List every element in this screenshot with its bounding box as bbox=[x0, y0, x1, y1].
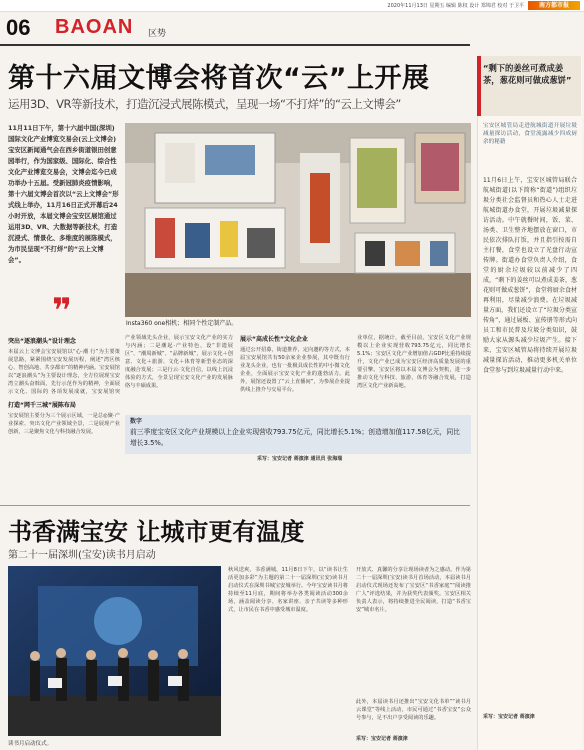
data-box-title: 数字 bbox=[130, 418, 143, 425]
article2-subtitle: 第二十一届深圳(宝安)读书月启动 bbox=[8, 550, 156, 561]
article-divider bbox=[0, 505, 470, 506]
body-text: 通过公开招募，街道推荐，定向邀约等方式，本届宝安展馆共有50余家企业参展，其中既有行业龙头企业，也有一批极具成长性的中小微文化企业，全面展示宝安文化产业的蓬勃活力。此外，展馆还设置了“云上直播间”，为参展企业提供线上推介与交易平台。 bbox=[240, 347, 350, 393]
section-heading: 打造“网千三城”展陈布局 bbox=[8, 402, 76, 409]
article1-lead: 11月11日下午，第十六届中国(深圳)国际文化产业博览交易会(云上文博会)宝安区新闻通气会在西乡街道银田创意园举行，作为国家级、国际化、综合性文化产业博览交易会，文博会迄今已成功举办十五届。受新冠肺炎疫情影响，第十六届文博会首次以“云上文博会”形式线上举办，11月16日正式开幕后24小时开放，本届文博会宝安区展馆通过运用3D、VR、大数据等新技术，打造沉浸式、情景化、多维度的展陈模式，为市民呈现“不打烊”的“云上文博会”。 bbox=[8, 124, 119, 264]
reading-month-photo bbox=[8, 566, 221, 736]
header-rule bbox=[0, 44, 470, 46]
article1-subtitle: 运用3D、VR等新技术，打造沉浸式展陈模式，呈现一场“不打烊”的“云上文博会” bbox=[8, 97, 401, 111]
section-subtitle: 区势 bbox=[148, 29, 167, 39]
expo-photo-illustration bbox=[125, 123, 471, 317]
body-text: 本届云上文博会宝安展馆以“心·潮 行”为主要策展思路，紧紧围绕宝安发展历程，阐述“湾区核心、智创高地、共享都市”的精神内涵。宝安展馆以“逐浪潮头”为主要设计理念，全方位展现宝安湾立潮头奋斡面，先行示范作为的精神，全面展示文化、国际的 各项发展成就，宝安展馆突 bbox=[8, 349, 120, 395]
sidebar-accent-bar bbox=[477, 56, 481, 116]
article2-title: 书香满宝安 让城市更有温度 bbox=[8, 518, 305, 546]
quote-mark-icon: ❞ bbox=[52, 291, 72, 331]
sidebar-lead: 宝安区城管局走进航城街道开展垃圾减量探访活动，食堂流露减少四成厨余的秘籍 bbox=[483, 123, 577, 145]
sidebar-body: 11月6日上午，宝安区城管局联合航城街道(以下简称“街道”)组织垃圾分类社会监督员和热心人士走进航城街道办食堂，开展垃圾减量探访活动。中午就餐时间，饭、菜、汤类、卫生整齐地摆放在窗口，市民依次排队打饭，并且指引按需自主打餐，食堂也设立了光盘行动宣传牌。街道办食堂负责人介绍，食堂的厨余垃圾较以前减少了四成，“剩下的姜丝可以煮成姜茶，葱花则可做成葱饼”，食堂将厨余食材再利用，尽量减少浪费。在垃圾减量方面，我们还设立了“垃圾分类宣传角”，通过展板、宣传册等形式向员工和市民普及垃圾分类知识，鼓励大家从源头减少垃圾产生。接下来，宝安区城管局将持续开展垃圾减量探访活动，推动更多机关单位食堂参与到垃圾减量行动中来。 bbox=[483, 177, 577, 374]
newspaper-logo: 南方都市报 bbox=[528, 1, 580, 10]
article2-byline: 采写：宝安记者 蒋演津 bbox=[356, 736, 408, 742]
sidebar-title: “剩下的姜丝可煮成姜茶，葱花则可做成葱饼” bbox=[483, 63, 572, 85]
sidebar-byline: 采写：宝安记者 蒋演津 bbox=[483, 714, 535, 720]
section-heading: 展示“高成长性”文化企业 bbox=[240, 336, 308, 343]
body-text: 业单位，据统计，截至目前，宝安区文化产业规模以上企业实现营收793.75亿元，同比增长5.1%；宝安区文化产业增加值占GDP比重持续提升，文化产业已成为宝安区经济高质量发展的重要引擎。宝安区将以本届文博会为契机，进一步推动文化与科技、旅游、体育等融合发展，打造湾区文化产业新高地。 bbox=[357, 335, 471, 389]
body-text: 开放式、真馨的分享让现场读者为之感动。作为第二十一届深圳(宝安)读书月首场活动，本届读书月启动仪式现场还发布了宝安区“书香家庭”“阅读推广人”评选结果，并为获奖代表颁奖。宝安区相关负责人表示，将持续推进全民阅读，打造“书香宝安”城市名片。 bbox=[356, 567, 471, 613]
article1-byline: 采写：宝安记者 蒋演津 通讯员 张海瑞 bbox=[257, 456, 343, 462]
reading-month-illustration bbox=[8, 566, 221, 736]
page-number: 06 bbox=[6, 15, 31, 40]
article1-title: 第十六届文博会将首次“云”上开展 bbox=[8, 63, 430, 94]
photo-caption: Insta360 one相机；相同个性定制产品。 bbox=[126, 320, 238, 327]
expo-photo bbox=[125, 123, 471, 317]
edition-meta: 2020年11月13日 星期五 编辑 陈权 设计 郑锦君 校对 于卫平 bbox=[387, 3, 524, 9]
photo-caption: 读书月启动仪式。 bbox=[8, 741, 53, 747]
data-box-text: 前三季度宝安区文化产业规模以上企业实现营收793.75亿元，同比增长5.1%；创造增加值117.58亿元，同比增长3.5%。 bbox=[130, 428, 460, 447]
body-text: 宝安展馆主要分为三个展示区域，一是总◎聚·产业探索、突出文化产业领域全景，二是展现产业创新，三是聚焦文化与科技融合发展。 bbox=[8, 413, 120, 435]
body-text: 此外，本届读书月还推出“宝安文化书单”“读书月云课堂”等线上活动，市民可通过“书香宝安”公众号参与，足不出户享受阅读的乐趣。 bbox=[356, 699, 471, 721]
body-text: 秋风送爽，书香满城，11月8日下午，以“读书让生活更加多彩”为主题的第二十一届深圳(宝安)读书月启动仪式在深圳书城宝安城举行。今年宝安读书月将持续至11月底，期间将举办各类阅读活动300余场，涵盖阅读分享、名家讲座、亲子共读等多种形式，让市民在书香中感受城市温度。 bbox=[228, 567, 348, 613]
section-heading: 突出“逐浪潮头”设计理念 bbox=[8, 338, 76, 345]
body-text: 产业领域先头企业，展示宝安文化产业的实力与内涵；二是潮起·产业特色，设“非遗展区”、“潮周新城”、“品牌新城”，展示文化＋创意、文化＋旅游、文化＋体育等新型业态的深度融合发展；三是行云·文化自信，以线上沉浸体验的方式，全景呈现宝安文化产业的发展脉络与丰硕成果。 bbox=[125, 335, 233, 389]
section-name: BAOAN bbox=[55, 16, 134, 38]
